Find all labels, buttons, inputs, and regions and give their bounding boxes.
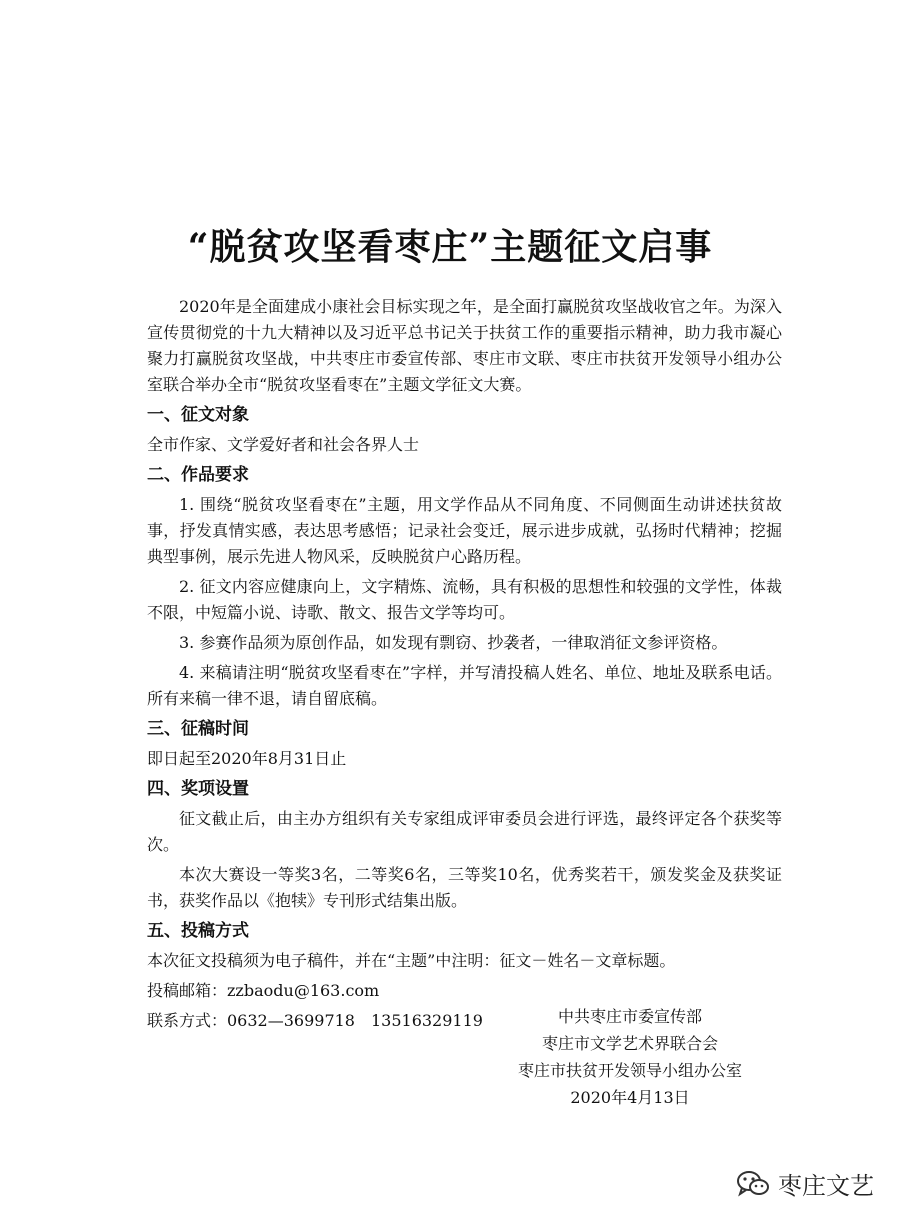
section-heading-4: 四、奖项设置	[147, 779, 249, 799]
signoff-date: 2020年4月13日	[570, 1088, 690, 1107]
section-5-item: 本次征文投稿须为电子稿件，并在“主题”中注明：征文－姓名－文章标题。	[147, 951, 676, 970]
wechat-icon	[736, 1170, 770, 1198]
section-heading-3: 三、征稿时间	[147, 719, 249, 739]
section-heading-5: 五、投稿方式	[147, 921, 249, 941]
brand-watermark	[736, 1166, 874, 1201]
email-line: 投稿邮箱：zzbaodu@163.com	[147, 981, 380, 1000]
page-title: “脱贫攻坚看枣庄”主题征文启事	[187, 226, 713, 268]
section-2-item: 4. 来稿请注明“脱贫攻坚看枣在”字样，并写清投稿人姓名、单位、地址及联系电话。所有来稿一律不退，请自留底稿。	[147, 663, 782, 708]
section-heading-1: 一、征文对象	[147, 405, 249, 425]
section-1-text: 全市作家、文学爱好者和社会各界人士	[147, 435, 420, 454]
signoff-block	[480, 1003, 780, 1111]
brand-name: 枣庄文艺	[778, 1172, 874, 1200]
section-2-item: 3. 参赛作品须为原创作品，如发现有剽窃、抄袭者，一律取消征文参评资格。	[179, 633, 728, 652]
signoff-org-2: 枣庄市文学艺术界联合会	[541, 1034, 718, 1053]
contact-line: 联系方式：0632—3699718 13516329119	[147, 1011, 483, 1030]
document-body	[147, 294, 782, 1038]
section-2-item: 1. 围绕“脱贫攻坚看枣在”主题，用文学作品从不同角度、不同侧面生动讲述扶贫故事，抒发真情实感，表达思考感悟；记录社会变迁，展示进步成就，弘扬时代精神；挖掘典型事例，展示先进人物风采，反映脱贫户心路历程。	[147, 495, 782, 566]
section-3-text: 即日起至2020年8月31日止	[147, 749, 347, 768]
signoff-org-3: 枣庄市扶贫开发领导小组办公室	[517, 1061, 742, 1080]
section-4-item: 征文截止后，由主办方组织有关专家组成评审委员会进行评选，最终评定各个获奖等次。	[147, 809, 782, 854]
section-heading-2: 二、作品要求	[147, 465, 249, 485]
section-4-item: 本次大赛设一等奖3名，二等奖6名，三等奖10名，优秀奖若干，颁发奖金及获奖证书，获奖作品以《抱犊》专刊形式结集出版。	[147, 865, 782, 910]
section-2-item: 2. 征文内容应健康向上，文字精炼、流畅，具有积极的思想性和较强的文学性，体裁不限，中短篇小说、诗歌、散文、报告文学等均可。	[147, 577, 782, 622]
intro-paragraph: 2020年是全面建成小康社会目标实现之年，是全面打赢脱贫攻坚战收官之年。为深入宣传贯彻党的十九大精神以及习近平总书记关于扶贫工作的重要指示精神，助力我市凝心聚力打赢脱贫攻坚战，中共枣庄市委宣传部、枣庄市文联、枣庄市扶贫开发领导小组办公室联合举办全市“脱贫攻坚看枣在”主题文学征文大赛。	[147, 297, 782, 394]
signoff-org-1: 中共枣庄市委宣传部	[557, 1007, 702, 1026]
